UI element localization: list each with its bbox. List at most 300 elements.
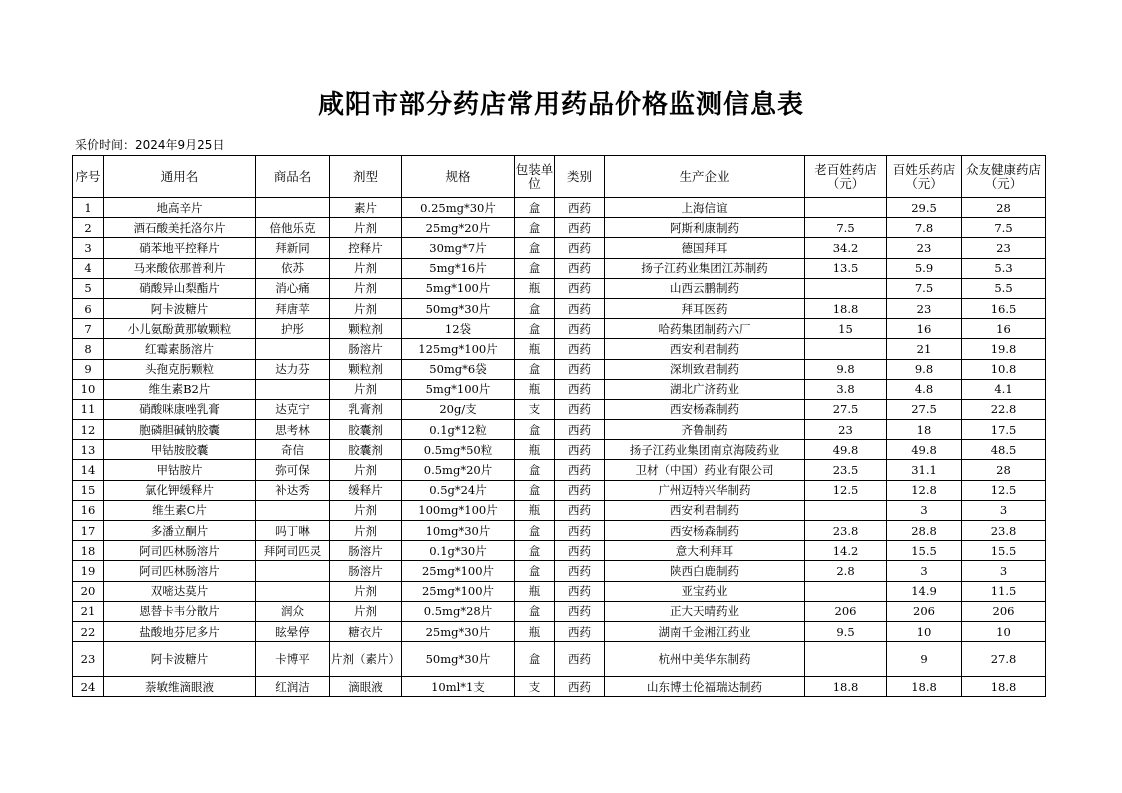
table-row [73, 480, 1046, 500]
table-cell: 补达秀 [256, 480, 330, 500]
table-cell: 206 [962, 601, 1046, 621]
table-cell: 盐酸地芬尼多片 [104, 621, 256, 641]
table-cell: 27.8 [962, 642, 1046, 677]
table-cell: 西安利君制药 [605, 500, 805, 520]
table-cell: 23 [73, 642, 104, 677]
table-cell: 甲钴胺片 [104, 460, 256, 480]
table-cell [805, 500, 887, 520]
table-cell: 23 [962, 238, 1046, 258]
table-row [73, 278, 1046, 298]
table-cell: 西药 [555, 218, 605, 238]
table-cell: 15.5 [962, 541, 1046, 561]
table-cell: 肠溶片 [330, 561, 402, 581]
table-cell: 49.8 [887, 440, 962, 460]
table-cell: 亚宝药业 [605, 581, 805, 601]
table-cell: 20 [73, 581, 104, 601]
table-cell: 7 [73, 319, 104, 339]
table-cell: 片剂 [330, 278, 402, 298]
header-cell: 生产企业 [605, 156, 805, 198]
table-cell: 16.5 [962, 298, 1046, 318]
table-cell: 50mg*30片 [402, 298, 515, 318]
table-cell: 西安利君制药 [605, 339, 805, 359]
table-cell: 杭州中美华东制药 [605, 642, 805, 677]
table-row [73, 581, 1046, 601]
table-cell: 西药 [555, 601, 605, 621]
table-row [73, 420, 1046, 440]
table-cell: 氯化钾缓释片 [104, 480, 256, 500]
table-cell: 阿司匹林肠溶片 [104, 561, 256, 581]
table-cell: 206 [887, 601, 962, 621]
table-cell: 3 [887, 561, 962, 581]
table-row [73, 642, 1046, 677]
table-cell: 19 [73, 561, 104, 581]
table-row [73, 440, 1046, 460]
table-cell: 盒 [515, 198, 555, 218]
table-row [73, 500, 1046, 520]
table-cell: 弥可保 [256, 460, 330, 480]
table-cell: 50mg*6袋 [402, 359, 515, 379]
table-cell: 西药 [555, 440, 605, 460]
table-cell: 双嘧达莫片 [104, 581, 256, 601]
table-cell: 拜阿司匹灵 [256, 541, 330, 561]
table-row [73, 238, 1046, 258]
table-cell: 0.1g*30片 [402, 541, 515, 561]
header-cell: 百姓乐药店（元） [887, 156, 962, 198]
table-cell: 206 [805, 601, 887, 621]
header-cell: 剂型 [330, 156, 402, 198]
table-cell: 维生素C片 [104, 500, 256, 520]
table-row [73, 460, 1046, 480]
table-cell: 4 [73, 258, 104, 278]
table-cell: 片剂 [330, 460, 402, 480]
table-cell: 西药 [555, 339, 605, 359]
table-cell: 16 [962, 319, 1046, 339]
table-cell: 13 [73, 440, 104, 460]
table-cell: 30mg*7片 [402, 238, 515, 258]
table-cell [805, 581, 887, 601]
table-cell: 西药 [555, 238, 605, 258]
table-cell [256, 198, 330, 218]
table-cell: 10 [962, 621, 1046, 641]
table-cell: 深圳致君制药 [605, 359, 805, 379]
table-cell: 广州迈特兴华制药 [605, 480, 805, 500]
table-cell: 吗丁啉 [256, 521, 330, 541]
table-cell: 22 [73, 621, 104, 641]
table-cell [256, 379, 330, 399]
table-cell: 依苏 [256, 258, 330, 278]
table-cell: 达克宁 [256, 399, 330, 419]
table-cell: 恩替卡韦分散片 [104, 601, 256, 621]
table-cell: 5mg*16片 [402, 258, 515, 278]
table-cell: 3.8 [805, 379, 887, 399]
table-cell: 片剂（素片） [330, 642, 402, 677]
table-cell: 胞磷胆碱钠胶囊 [104, 420, 256, 440]
table-cell: 倍他乐克 [256, 218, 330, 238]
table-cell: 2.8 [805, 561, 887, 581]
table-cell: 扬子江药业集团江苏制药 [605, 258, 805, 278]
table-cell: 10.8 [962, 359, 1046, 379]
table-cell: 10ml*1支 [402, 677, 515, 697]
header-cell: 序号 [73, 156, 104, 198]
table-cell: 乳膏剂 [330, 399, 402, 419]
table-cell: 瓶 [515, 339, 555, 359]
table-cell: 盒 [515, 561, 555, 581]
table-cell: 17 [73, 521, 104, 541]
table-cell: 21 [73, 601, 104, 621]
table-cell: 素片 [330, 198, 402, 218]
table-cell: 达力芬 [256, 359, 330, 379]
table-cell: 消心痛 [256, 278, 330, 298]
price-date: 采价时间：2024年9月25日 [75, 138, 225, 152]
table-cell: 7.5 [962, 218, 1046, 238]
table-cell: 肠溶片 [330, 339, 402, 359]
table-cell: 瓶 [515, 278, 555, 298]
table-cell: 红润洁 [256, 677, 330, 697]
table-cell: 硝苯地平控释片 [104, 238, 256, 258]
table-cell: 18.8 [962, 677, 1046, 697]
table-row [73, 561, 1046, 581]
table-cell: 瓶 [515, 379, 555, 399]
table-cell: 13.5 [805, 258, 887, 278]
table-cell: 阿斯利康制药 [605, 218, 805, 238]
table-cell: 11 [73, 399, 104, 419]
table-cell [256, 339, 330, 359]
table-cell: 12 [73, 420, 104, 440]
header-cell: 规格 [402, 156, 515, 198]
table-cell: 盒 [515, 258, 555, 278]
table-cell: 缓释片 [330, 480, 402, 500]
table-cell: 9.8 [805, 359, 887, 379]
table-cell: 5 [73, 278, 104, 298]
table-cell: 3 [962, 500, 1046, 520]
table-cell: 23.5 [805, 460, 887, 480]
table-row [73, 339, 1046, 359]
table-cell: 4.1 [962, 379, 1046, 399]
table-cell: 12.5 [962, 480, 1046, 500]
table-cell: 拜耳医药 [605, 298, 805, 318]
table-cell: 7.5 [887, 278, 962, 298]
table-cell [805, 198, 887, 218]
table-cell: 西药 [555, 278, 605, 298]
table-cell: 12.5 [805, 480, 887, 500]
table-cell: 9 [887, 642, 962, 677]
table-cell: 拜唐苹 [256, 298, 330, 318]
table-cell: 7.5 [805, 218, 887, 238]
table-cell: 萘敏维滴眼液 [104, 677, 256, 697]
table-cell: 西药 [555, 621, 605, 641]
table-cell: 18 [887, 420, 962, 440]
table-cell [805, 278, 887, 298]
table-cell: 28.8 [887, 521, 962, 541]
table-cell: 23 [887, 298, 962, 318]
table-cell: 盒 [515, 460, 555, 480]
table-cell [256, 561, 330, 581]
table-cell: 16 [73, 500, 104, 520]
table-cell: 2 [73, 218, 104, 238]
table-cell: 23 [805, 420, 887, 440]
table-cell: 盒 [515, 521, 555, 541]
table-cell: 地高辛片 [104, 198, 256, 218]
table-cell: 瓶 [515, 581, 555, 601]
table-cell: 3 [73, 238, 104, 258]
table-cell: 西药 [555, 521, 605, 541]
table-cell: 西药 [555, 541, 605, 561]
table-row [73, 521, 1046, 541]
table-cell: 支 [515, 399, 555, 419]
table-body [73, 198, 1046, 697]
table-row [73, 198, 1046, 218]
table-cell: 25mg*100片 [402, 561, 515, 581]
table-cell [256, 500, 330, 520]
table-row [73, 601, 1046, 621]
table-cell: 西安杨森制药 [605, 521, 805, 541]
table-cell: 西药 [555, 198, 605, 218]
table-cell: 奇信 [256, 440, 330, 460]
table-cell: 9.5 [805, 621, 887, 641]
table-cell: 西药 [555, 480, 605, 500]
table-cell: 阿卡波糖片 [104, 642, 256, 677]
table-cell: 18 [73, 541, 104, 561]
table-cell: 片剂 [330, 500, 402, 520]
table-cell: 湖北广济药业 [605, 379, 805, 399]
table-cell: 正大天晴药业 [605, 601, 805, 621]
table-cell [805, 642, 887, 677]
table-cell: 盒 [515, 420, 555, 440]
table-cell: 25mg*30片 [402, 621, 515, 641]
table-header-row [73, 156, 1046, 198]
table-cell: 多潘立酮片 [104, 521, 256, 541]
table-cell: 27.5 [805, 399, 887, 419]
price-table [72, 155, 1046, 697]
table-cell [256, 581, 330, 601]
table-cell: 盒 [515, 480, 555, 500]
table-cell: 西药 [555, 258, 605, 278]
table-cell: 34.2 [805, 238, 887, 258]
header-cell: 类别 [555, 156, 605, 198]
table-cell: 20g/支 [402, 399, 515, 419]
table-row [73, 541, 1046, 561]
table-cell: 卫材（中国）药业有限公司 [605, 460, 805, 480]
table-row [73, 399, 1046, 419]
table-cell: 8 [73, 339, 104, 359]
table-row [73, 379, 1046, 399]
table-cell: 片剂 [330, 521, 402, 541]
table-cell: 盒 [515, 541, 555, 561]
table-cell: 颗粒剂 [330, 319, 402, 339]
table-cell: 西安杨森制药 [605, 399, 805, 419]
table-cell: 盒 [515, 218, 555, 238]
table-cell: 眩晕停 [256, 621, 330, 641]
table-cell: 红霉素肠溶片 [104, 339, 256, 359]
table-cell: 瓶 [515, 621, 555, 641]
table-cell: 头孢克肟颗粒 [104, 359, 256, 379]
table-cell: 10 [887, 621, 962, 641]
table-cell: 6 [73, 298, 104, 318]
table-cell: 14 [73, 460, 104, 480]
table-cell: 16 [887, 319, 962, 339]
table-cell: 1 [73, 198, 104, 218]
table-row [73, 621, 1046, 641]
table-cell: 卡博平 [256, 642, 330, 677]
table-cell: 颗粒剂 [330, 359, 402, 379]
table-cell: 思考林 [256, 420, 330, 440]
header-cell: 众友健康药店（元） [962, 156, 1046, 198]
table-cell: 27.5 [887, 399, 962, 419]
table-cell: 5.5 [962, 278, 1046, 298]
table-cell: 马来酸依那普利片 [104, 258, 256, 278]
table-cell: 0.25mg*30片 [402, 198, 515, 218]
table-cell: 18.8 [805, 298, 887, 318]
table-cell: 15.5 [887, 541, 962, 561]
table-cell: 片剂 [330, 258, 402, 278]
table-cell: 48.5 [962, 440, 1046, 460]
table-cell: 片剂 [330, 298, 402, 318]
table-cell: 西药 [555, 319, 605, 339]
table-cell: 18.8 [887, 677, 962, 697]
page-title: 咸阳市部分药店常用药品价格监测信息表 [317, 90, 804, 120]
table-cell: 哈药集团制药六厂 [605, 319, 805, 339]
table-cell: 山东博士伦福瑞达制药 [605, 677, 805, 697]
table-cell: 糖衣片 [330, 621, 402, 641]
table-cell: 润众 [256, 601, 330, 621]
table-cell: 0.5mg*20片 [402, 460, 515, 480]
table-row [73, 258, 1046, 278]
table-cell: 德国拜耳 [605, 238, 805, 258]
table-cell: 17.5 [962, 420, 1046, 440]
table-cell: 9.8 [887, 359, 962, 379]
table-cell: 胶囊剂 [330, 440, 402, 460]
table-cell: 阿卡波糖片 [104, 298, 256, 318]
table-cell: 25mg*100片 [402, 581, 515, 601]
header-cell: 通用名 [104, 156, 256, 198]
table-cell: 24 [73, 677, 104, 697]
table-cell: 100mg*100片 [402, 500, 515, 520]
table-cell: 5.9 [887, 258, 962, 278]
table-cell: 7.8 [887, 218, 962, 238]
table-cell: 28 [962, 198, 1046, 218]
table-cell: 西药 [555, 298, 605, 318]
table-cell: 维生素B2片 [104, 379, 256, 399]
table-cell: 28 [962, 460, 1046, 480]
table-cell: 5mg*100片 [402, 278, 515, 298]
header-cell: 老百姓药店（元） [805, 156, 887, 198]
table-cell: 盒 [515, 319, 555, 339]
table-cell: 瓶 [515, 500, 555, 520]
table-row [73, 218, 1046, 238]
table-cell: 支 [515, 677, 555, 697]
table-cell: 15 [73, 480, 104, 500]
table-cell: 盒 [515, 298, 555, 318]
table-cell: 23.8 [962, 521, 1046, 541]
table-cell: 齐鲁制药 [605, 420, 805, 440]
table-cell: 西药 [555, 460, 605, 480]
table-cell: 0.5mg*28片 [402, 601, 515, 621]
table-cell: 盒 [515, 601, 555, 621]
table-cell: 19.8 [962, 339, 1046, 359]
table-cell: 29.5 [887, 198, 962, 218]
table-cell: 5mg*100片 [402, 379, 515, 399]
table-cell: 陕西白鹿制药 [605, 561, 805, 581]
table-cell: 湖南千金湘江药业 [605, 621, 805, 641]
table-cell [805, 339, 887, 359]
table-cell: 4.8 [887, 379, 962, 399]
table-cell: 西药 [555, 420, 605, 440]
table-cell: 21 [887, 339, 962, 359]
table-cell: 22.8 [962, 399, 1046, 419]
table-row [73, 359, 1046, 379]
table-cell: 控释片 [330, 238, 402, 258]
table-cell: 滴眼液 [330, 677, 402, 697]
table-cell: 9 [73, 359, 104, 379]
table-cell: 18.8 [805, 677, 887, 697]
table-cell: 拜新同 [256, 238, 330, 258]
table-cell: 3 [887, 500, 962, 520]
table-cell: 0.1g*12粒 [402, 420, 515, 440]
table-row [73, 677, 1046, 697]
table-cell: 片剂 [330, 601, 402, 621]
table-cell: 硝酸咪康唑乳膏 [104, 399, 256, 419]
table-row [73, 298, 1046, 318]
table-cell: 西药 [555, 379, 605, 399]
table-cell: 西药 [555, 677, 605, 697]
table-cell: 14.9 [887, 581, 962, 601]
table-cell: 片剂 [330, 379, 402, 399]
table-cell: 15 [805, 319, 887, 339]
table-cell: 上海信谊 [605, 198, 805, 218]
table-cell: 3 [962, 561, 1046, 581]
table-row [73, 319, 1046, 339]
table-cell: 片剂 [330, 581, 402, 601]
table-cell: 盒 [515, 238, 555, 258]
table-cell: 意大利拜耳 [605, 541, 805, 561]
table-cell: 酒石酸美托洛尔片 [104, 218, 256, 238]
table-cell: 50mg*30片 [402, 642, 515, 677]
header-cell: 包装单位 [515, 156, 555, 198]
table-cell: 10mg*30片 [402, 521, 515, 541]
table-cell: 盒 [515, 359, 555, 379]
table-cell: 盒 [515, 642, 555, 677]
table-cell: 甲钴胺胶囊 [104, 440, 256, 460]
table-cell: 西药 [555, 561, 605, 581]
table-cell: 23 [887, 238, 962, 258]
header-cell: 商品名 [256, 156, 330, 198]
table-cell: 0.5g*24片 [402, 480, 515, 500]
table-cell: 肠溶片 [330, 541, 402, 561]
table-cell: 小儿氨酚黄那敏颗粒 [104, 319, 256, 339]
table-cell: 西药 [555, 500, 605, 520]
table-cell: 阿司匹林肠溶片 [104, 541, 256, 561]
table-cell: 5.3 [962, 258, 1046, 278]
table-cell: 西药 [555, 399, 605, 419]
table-cell: 49.8 [805, 440, 887, 460]
table-cell: 12袋 [402, 319, 515, 339]
table-cell: 23.8 [805, 521, 887, 541]
table-cell: 25mg*20片 [402, 218, 515, 238]
table-cell: 扬子江药业集团南京海陵药业 [605, 440, 805, 460]
table-cell: 11.5 [962, 581, 1046, 601]
table-cell: 0.5mg*50粒 [402, 440, 515, 460]
table-cell: 胶囊剂 [330, 420, 402, 440]
table-cell: 片剂 [330, 218, 402, 238]
table-cell: 西药 [555, 642, 605, 677]
table-cell: 10 [73, 379, 104, 399]
table-cell: 瓶 [515, 440, 555, 460]
table-cell: 12.8 [887, 480, 962, 500]
table-cell: 护彤 [256, 319, 330, 339]
table-cell: 14.2 [805, 541, 887, 561]
table-cell: 125mg*100片 [402, 339, 515, 359]
table-cell: 西药 [555, 581, 605, 601]
